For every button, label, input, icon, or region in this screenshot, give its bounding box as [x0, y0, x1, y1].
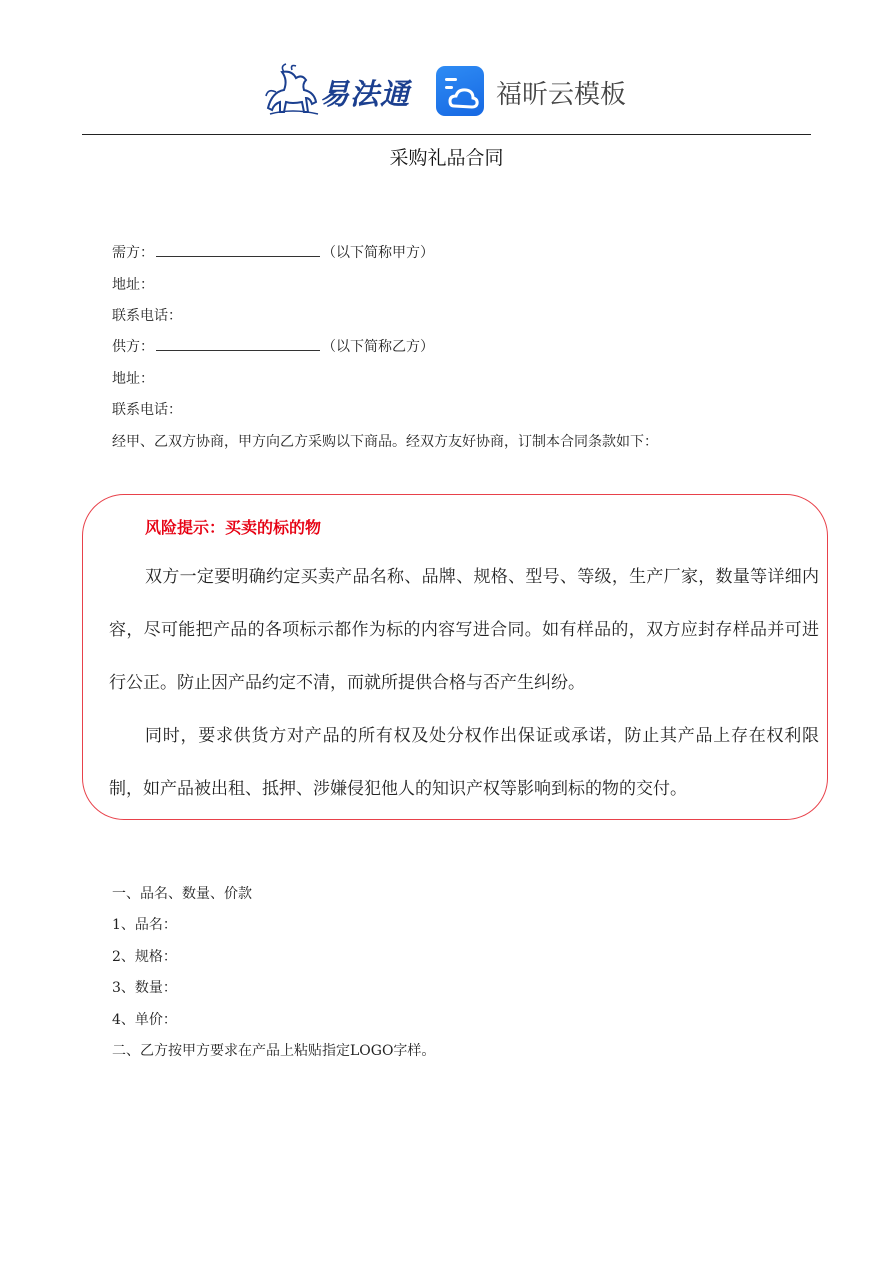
buyer-name-blank	[156, 244, 320, 257]
seller-note: （以下简称乙方）	[322, 339, 434, 355]
seller-label: 供方：	[112, 339, 154, 355]
buyer-phone: 联系电话：	[112, 308, 182, 324]
risk-paragraph-2: 同时，要求供货方对产品的所有权及处分权作出保证或承诺，防止其产品上存在权利限制，如产品被出租、抵押、涉嫌侵犯他人的知识产权等影响到标的物的交付。	[109, 726, 819, 799]
seller-phone: 联系电话：	[112, 402, 182, 418]
item-quantity: 3、数量：	[112, 980, 177, 996]
risk-paragraph-1: 双方一定要明确约定买卖产品名称、品牌、规格、型号、等级，生产厂家，数量等详细内容，尽可能把产品的各项标示都作为标的内容写进合同。如有样品的，双方应封存样品并可进行公正。防止因产品约定不清，而就所提供合格与否产生纠纷。	[109, 567, 819, 693]
buyer-address: 地址：	[112, 277, 154, 293]
buyer-line	[112, 244, 434, 262]
yifatong-logo-text: 易法通	[320, 77, 411, 111]
seller-name-blank	[156, 338, 320, 351]
risk-warning-box	[82, 494, 828, 820]
seller-line	[112, 338, 434, 356]
item-specification: 2、规格：	[112, 949, 177, 965]
item-product-name: 1、品名：	[112, 917, 177, 933]
fuxin-cloud-logo	[436, 64, 646, 120]
buyer-label: 需方：	[112, 245, 154, 261]
header-logos	[0, 60, 893, 122]
seller-address: 地址：	[112, 371, 154, 387]
document-title: 采购礼品合同	[389, 147, 504, 169]
header-divider	[82, 134, 811, 135]
section-1-heading: 一、品名、数量、价款	[112, 886, 252, 902]
buyer-note: （以下简称甲方）	[322, 245, 434, 261]
fuxin-cloud-logo-text: 福昕云模板	[496, 80, 627, 110]
document-cloud-icon	[436, 66, 484, 116]
item-unit-price: 4、单价：	[112, 1012, 177, 1028]
risk-title: 风险提示：买卖的标的物	[145, 518, 322, 537]
yifatong-logo	[262, 62, 412, 118]
section-2-heading: 二、乙方按甲方要求在产品上粘贴指定LOGO字样。	[112, 1043, 436, 1059]
qilin-horse-icon	[262, 62, 324, 118]
fuxin-cloud-app-icon	[436, 66, 484, 116]
contract-intro: 经甲、乙双方协商，甲方向乙方采购以下商品。经双方友好协商，订制本合同条款如下：	[112, 434, 658, 450]
